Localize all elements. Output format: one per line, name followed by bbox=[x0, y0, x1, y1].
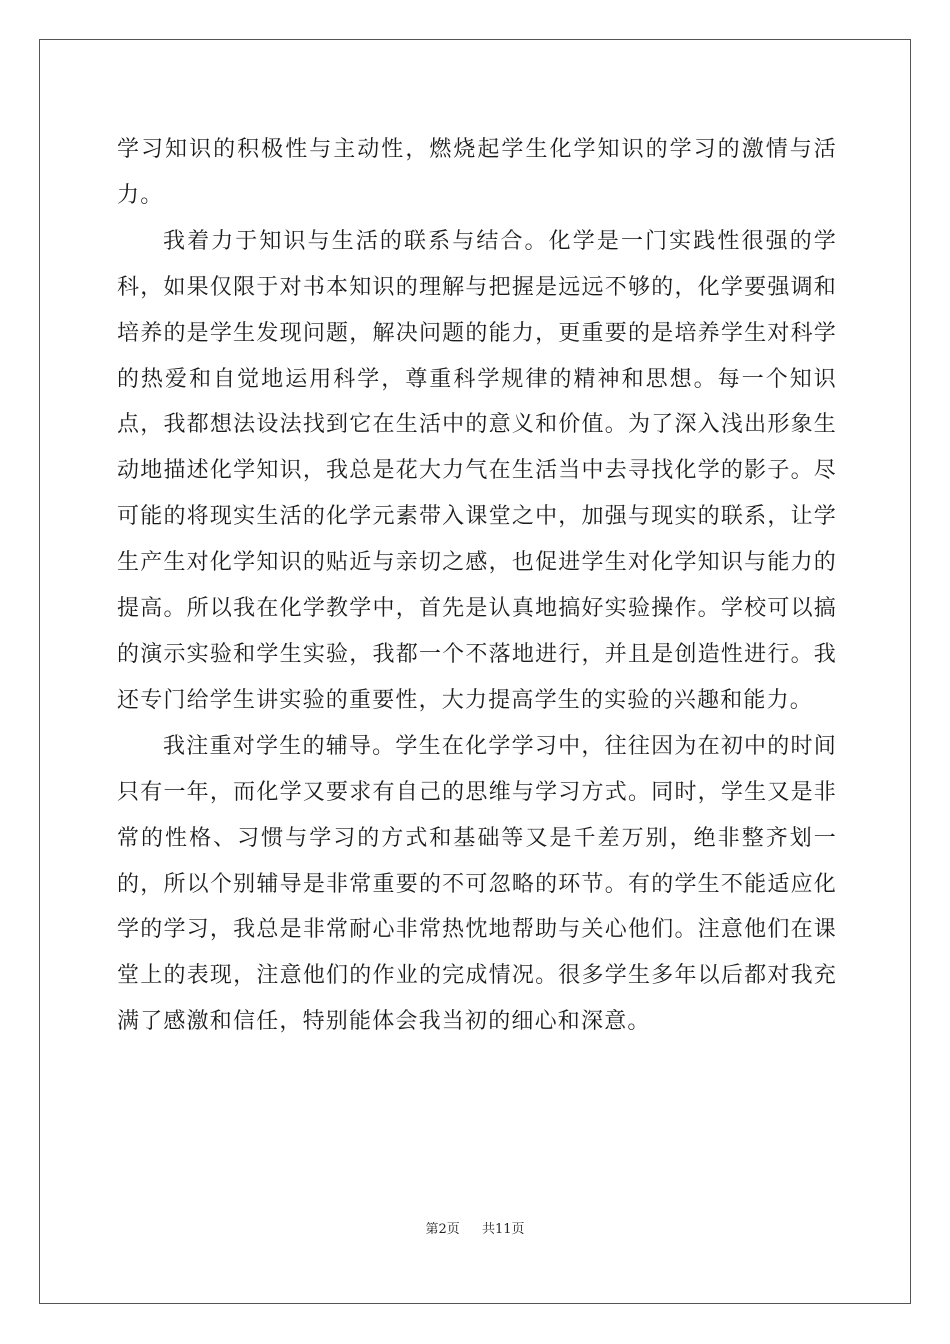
page-number-current: 第2页 bbox=[425, 1222, 460, 1237]
paragraph-student-tutoring: 我注重对学生的辅导。学生在化学学习中，往往因为在初中的时间只有一年，而化学又要求有自己的思维与学习方式。同时，学生又是非常的性格、习惯与学习的方式和基础等又是千差万别，绝非整齐划一的，所以个别辅导是非常重要的不可忽略的环节。有的学生不能适应化学的学习，我总是非常耐心非常热忱地帮助与关心他们。注意他们在课堂上的表现，注意他们的作业的完成情况。很多学生多年以后都对我充满了感激和信任，特别能体会我当初的细心和深意。 bbox=[117, 733, 837, 1035]
document-body bbox=[117, 127, 837, 1045]
page-number-total: 共11页 bbox=[482, 1222, 525, 1237]
paragraph-continued: 学习知识的积极性与主动性，燃烧起学生化学知识的学习的激情与活力。 bbox=[117, 137, 837, 208]
paragraph-life-connection: 我着力于知识与生活的联系与结合。化学是一门实践性很强的学科，如果仅限于对书本知识的理解与把握是远远不够的，化学要强调和培养的是学生发现问题，解决问题的能力，更重要的是培养学生对科学的热爱和自觉地运用科学，尊重科学规律的精神和思想。每一个知识点，我都想法设法找到它在生活中的意义和价值。为了深入浅出形象生动地描述化学知识，我总是花大力气在生活当中去寻找化学的影子。尽可能的将现实生活的化学元素带入课堂之中，加强与现实的联系，让学生产生对化学知识的贴近与亲切之感，也促进学生对化学知识与能力的提高。所以我在化学教学中，首先是认真地搞好实验操作。学校可以搞的演示实验和学生实验，我都一个不落地进行，并且是创造性进行。我还专门给学生讲实验的重要性，大力提高学生的实验的兴趣和能力。 bbox=[117, 228, 837, 713]
page-footer bbox=[0, 1218, 950, 1237]
